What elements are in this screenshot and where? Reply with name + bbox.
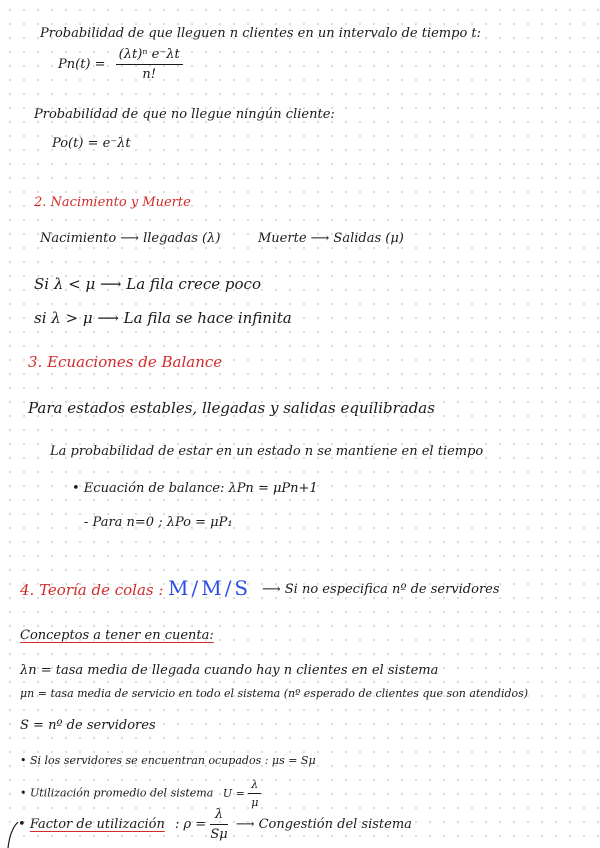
utilization-lhs: U = — [222, 786, 245, 800]
pen-stroke-icon — [0, 820, 40, 848]
prob-0-description: Probabilidad de que no llegue ningún cliente: — [34, 107, 335, 122]
balance-intro: Para estados estables, llegadas y salidas equilibradas — [28, 399, 435, 417]
nacimiento-line: Nacimiento ⟶ llegadas (λ) — [40, 231, 221, 246]
factor-note: ⟶ Congestión del sistema — [235, 817, 412, 832]
mu-definition: μn = tasa media de servicio en todo el sistema (nº esperado de clientes que son atendidos) — [20, 687, 529, 700]
mms-model: M/M/S — [168, 576, 252, 600]
prob-n-description: Probabilidad de que lleguen n clientes en un intervalo de tiempo t: — [40, 26, 482, 41]
factor-denominator: Sμ — [210, 827, 228, 842]
balance-n0: - Para n=0 ; λPo = μP₁ — [84, 515, 233, 530]
factor-fraction — [210, 808, 227, 841]
section3-heading: 3. Ecuaciones de Balance — [28, 353, 223, 371]
balance-prob-text: La probabilidad de estar en un estado n se mantiene en el tiempo — [50, 444, 484, 459]
factor-label: Factor de utilización — [29, 817, 165, 832]
condition-less: Si λ < μ ⟶ La fila crece poco — [34, 275, 261, 293]
utilization-numerator: λ — [248, 779, 261, 794]
prob-n-fraction — [116, 48, 183, 81]
utilization-text: • Utilización promedio del sistema — [20, 786, 214, 800]
prob-n-formula — [58, 48, 183, 81]
condition-greater: si λ > μ ⟶ La fila se hace infinita — [34, 309, 292, 327]
servers-busy: • Si los servidores se encuentran ocupados : μs = Sμ — [20, 754, 316, 767]
section4-heading: 4. Teoría de colas : — [20, 581, 164, 599]
section2-heading: 2. Nacimiento y Muerte — [34, 195, 191, 210]
utilization-fraction — [248, 779, 261, 808]
prob-n-numerator: (λt)ⁿ e⁻λt — [116, 48, 183, 65]
servers-definition: S = nº de servidores — [20, 718, 156, 733]
mms-note: ⟶ Si no especifica nº de servidores — [262, 582, 500, 597]
muerte-line: Muerte ⟶ Salidas (μ) — [258, 231, 404, 246]
factor-lhs: : ρ = — [174, 817, 207, 832]
utilization-denominator: μ — [251, 796, 259, 809]
conceptos-heading: Conceptos a tener en cuenta: — [20, 628, 214, 643]
lambda-definition: λn = tasa media de llegada cuando hay n clientes en el sistema — [20, 663, 439, 678]
bullet-icon: • — [18, 817, 26, 832]
balance-equation: • Ecuación de balance: λPn = μPn+1 — [72, 481, 318, 496]
prob-n-lhs: Pn(t) = — [58, 57, 106, 72]
factor-line — [18, 808, 412, 841]
utilization-line — [20, 779, 261, 808]
prob-n-denominator: n! — [142, 67, 156, 82]
factor-numerator: λ — [210, 808, 227, 825]
prob-0-formula: Po(t) = e⁻λt — [52, 136, 131, 151]
